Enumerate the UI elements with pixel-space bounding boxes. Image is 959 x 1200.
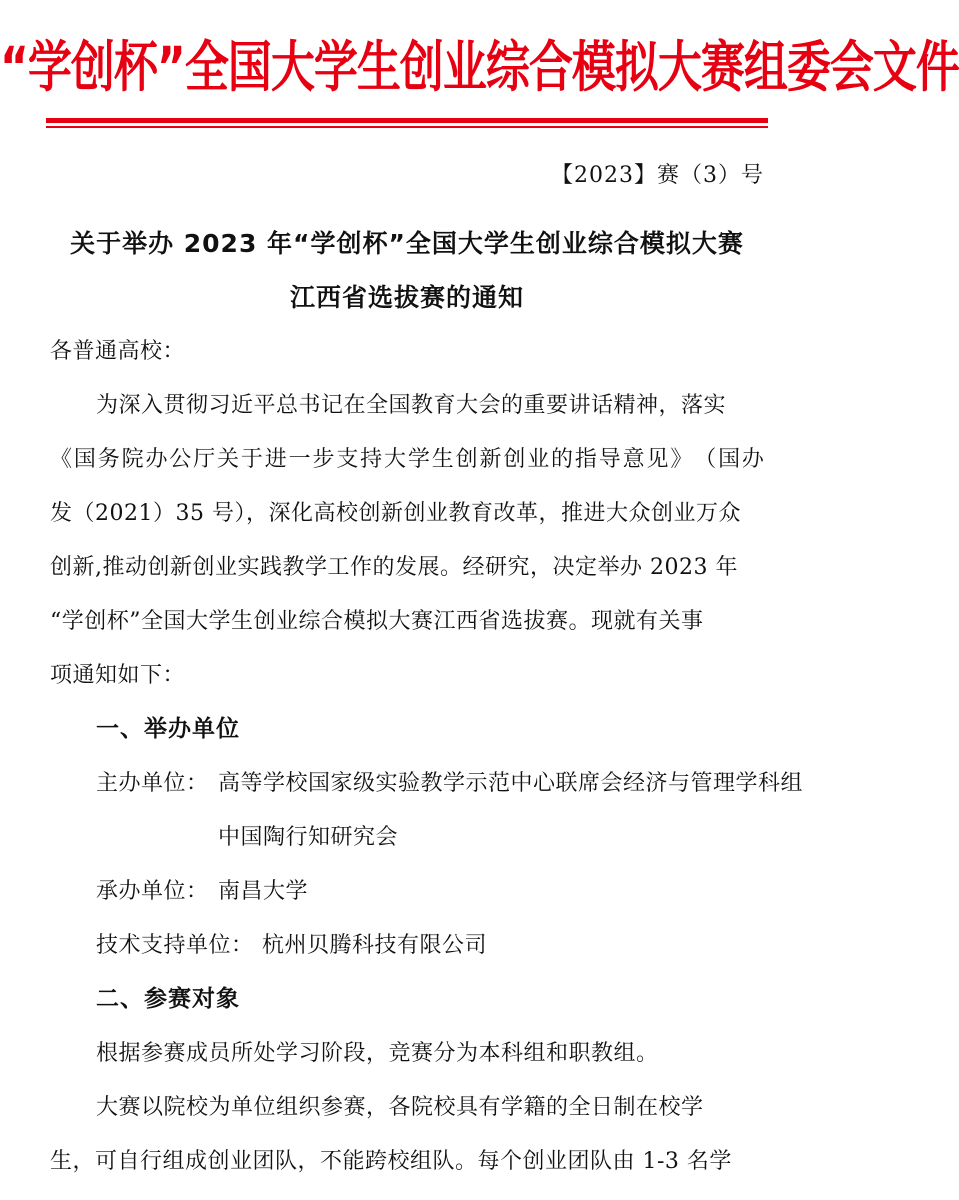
paragraph-line: 根据参赛成员所处学习阶段，竞赛分为本科组和职教组。 <box>96 1041 659 1066</box>
organizer-unit: 南昌大学 <box>218 879 309 904</box>
notice-title-line-2: 江西省选拔赛的通知 <box>289 283 524 312</box>
paragraph-line: 项通知如下： <box>50 663 186 688</box>
paragraph-line: 创新,推动创新创业实践教学工作的发展。经研究，决定举办 2023 年 <box>50 555 738 580</box>
host-label: 主办单位： <box>96 771 209 796</box>
notice-title-line-1: 关于举办 2023 年“学创杯”全国大学生创业综合模拟大赛 <box>70 229 744 258</box>
organizer-label: 承办单位： <box>96 879 209 904</box>
section-heading-organizers: 一、举办单位 <box>96 716 240 742</box>
paragraph-line: “学创杯”全国大学生创业综合模拟大赛江西省选拔赛。现就有关事 <box>50 609 704 634</box>
header-rule-thick <box>46 118 768 123</box>
header-rule-thin <box>46 126 768 128</box>
paragraph-line: 为深入贯彻习近平总书记在全国教育大会的重要讲话精神，落实 <box>96 393 727 418</box>
document-header-title: “学创杯”全国大学生创业综合模拟大赛组委会文件 <box>0 35 959 100</box>
tech-support-unit: 杭州贝腾科技有限公司 <box>262 933 488 958</box>
document-number: 【2023】赛（3）号 <box>551 163 764 188</box>
tech-support-label: 技术支持单位： <box>96 933 254 958</box>
section-heading-participants: 二、参赛对象 <box>96 986 240 1012</box>
host-unit-1: 高等学校国家级实验教学示范中心联席会经济与管理学科组 <box>218 771 804 796</box>
paragraph-line: 发（2021）35 号），深化高校创新创业教育改革，推进大众创业万众 <box>50 501 741 526</box>
paragraph-line: 《 国 务 院 办 公 厅 关 于 进 一 步 支 持 大 学 生 创 新 创 业 的 指 导 意 见 》 （ 国 办 <box>50 447 764 472</box>
host-unit-2: 中国陶行知研究会 <box>218 825 399 850</box>
salutation: 各普通高校： <box>50 339 186 364</box>
paragraph-line: 生，可自行组成创业团队，不能跨校组队。每个创业团队由 1-3 名学 <box>50 1149 732 1174</box>
paragraph-line: 大赛以院校为单位组织参赛，各院校具有学籍的全日制在校学 <box>96 1095 704 1120</box>
